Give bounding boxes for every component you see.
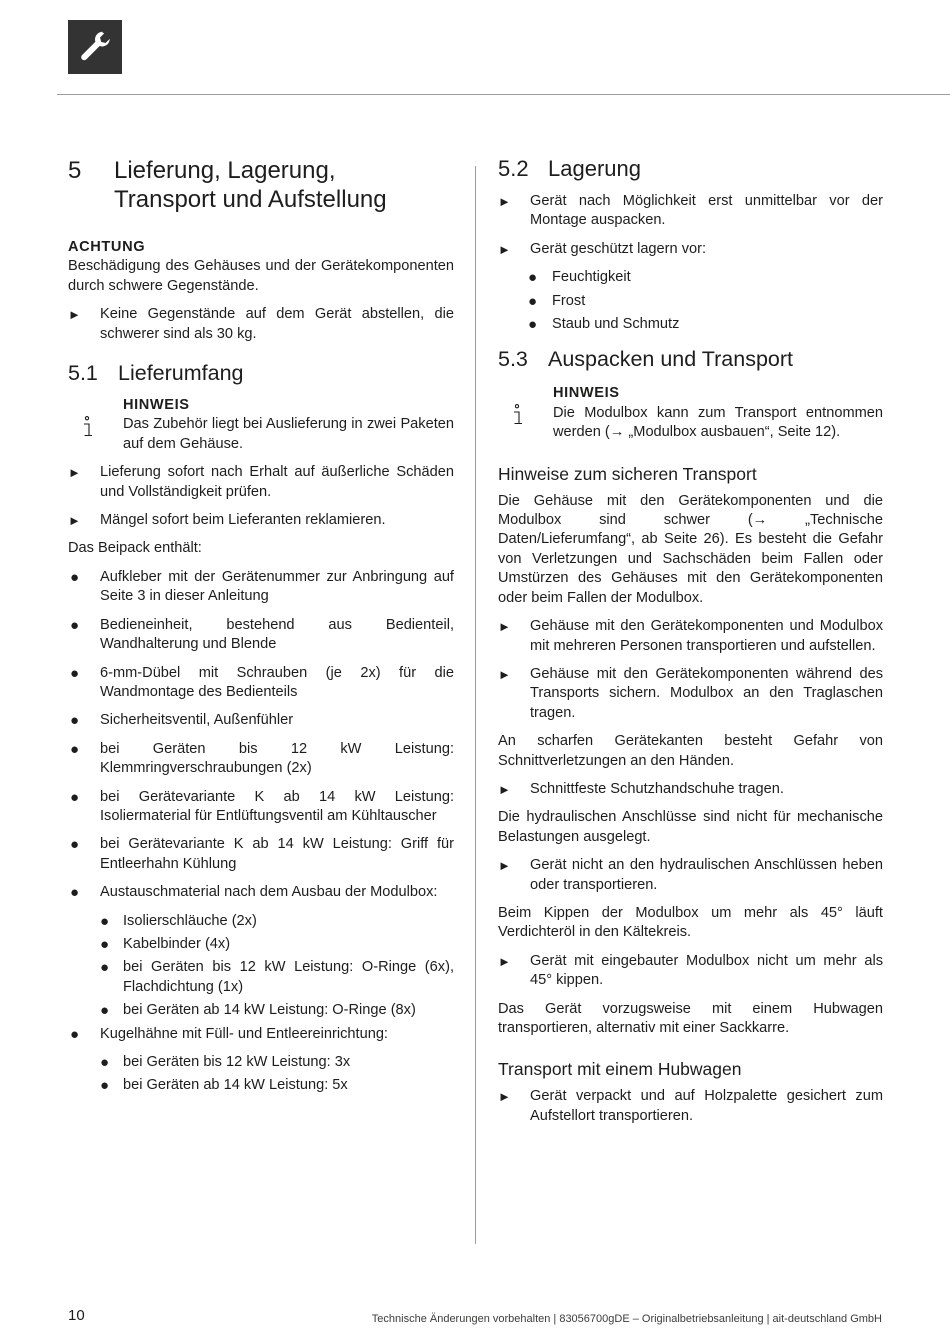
arrow-right-icon: ►	[498, 666, 511, 682]
hint-text: Das Zubehör liegt bei Auslieferung in zwei Paketen auf dem Gehäuse.	[123, 416, 454, 452]
sub-list-item: ● Feuchtigkeit	[528, 269, 631, 287]
list-item: ● bei Gerätevariante K ab 14 kW Leistung: Griff für Entleerhahn Kühlung	[68, 835, 454, 874]
action-item: ► Gerät nicht an den hydraulischen Anschlüssen heben oder transportieren.	[498, 856, 883, 895]
list-item: ● bei Gerätevariante K ab 14 kW Leistung: Isoliermaterial für Entlüftungsventil am Kühltauscher	[68, 788, 454, 827]
bullet-icon: ●	[528, 316, 538, 334]
bullet-icon: ●	[100, 1077, 110, 1095]
bullet-icon: ●	[70, 568, 80, 586]
arrow-right-icon: ►	[498, 953, 511, 969]
arrow-right-icon: ►	[498, 241, 511, 257]
section-heading-5-2: 5.2 Lagerung	[498, 156, 641, 181]
chapter-title: Lieferung, Lagerung, Transport und Aufstellung	[114, 157, 387, 213]
list-item: ● Kugelhähne mit Füll- und Entleereinrichtung:	[70, 1025, 388, 1043]
tool-icon-box	[68, 20, 122, 74]
beipack-intro: Das Beipack enthält:	[68, 540, 202, 557]
action-item: ► Schnittfeste Schutzhandschuhe tragen.	[498, 780, 883, 799]
arrow-right-icon: ►	[498, 1089, 511, 1105]
bullet-icon: ●	[70, 712, 80, 730]
bullet-icon: ●	[100, 1054, 110, 1071]
bullet-icon: ●	[100, 959, 110, 977]
action-item: ► Gerät geschützt lagern vor:	[498, 240, 883, 259]
action-item: ► Gerät mit eingebauter Modulbox nicht um mehr als 45° kippen.	[498, 952, 883, 991]
wrench-icon	[76, 28, 114, 66]
sub-list-item: ● bei Geräten ab 14 kW Leistung: 5x	[100, 1077, 348, 1095]
section-heading-5-1: 5.1 Lieferumfang	[68, 361, 244, 386]
left-column	[68, 156, 454, 1100]
arrow-right-icon: ►	[68, 307, 81, 323]
action-item: ► Gehäuse mit den Gerätekomponenten während des Transports sichern. Modulbox an den Traglaschen tragen.	[498, 665, 883, 723]
page-number: 10	[68, 1307, 85, 1324]
bullet-icon: ●	[100, 912, 110, 930]
bullet-icon: ●	[528, 269, 538, 287]
paragraph: Die hydraulischen Anschlüsse sind nicht für mechanische Belastungen ausgelegt.	[498, 809, 883, 845]
bullet-icon: ●	[70, 1025, 80, 1043]
list-item: ● Sicherheitsventil, Außenfühler	[70, 712, 294, 730]
arrow-right-icon: ►	[498, 781, 511, 797]
hint-box	[498, 384, 883, 442]
paragraph: Das Gerät vorzugsweise mit einem Hubwagen transportieren, alternativ mit einer Sackkarre.	[498, 1000, 883, 1036]
sub-list-item: ● Kabelbinder (4x)	[100, 935, 231, 953]
achtung-title: ACHTUNG	[68, 239, 146, 255]
bullet-icon: ●	[70, 836, 80, 854]
bullet-icon: ●	[70, 616, 80, 634]
subheading-sicherer-transport: Hinweise zum sicheren Transport	[498, 463, 757, 484]
bullet-icon: ●	[528, 292, 538, 310]
action-item: ► Gerät nach Möglichkeit erst unmittelbar vor der Montage auspacken.	[498, 192, 883, 231]
action-item: ► Lieferung sofort nach Erhalt auf äußerliche Schäden und Vollständigkeit prüfen.	[68, 463, 454, 502]
arrow-right-icon: ►	[68, 513, 81, 529]
hint-box	[68, 396, 454, 454]
paragraph: An scharfen Gerätekanten besteht Gefahr von Schnittverletzungen an den Händen.	[498, 733, 883, 769]
hint-title: HINWEIS	[123, 397, 190, 414]
achtung-text: Beschädigung des Gehäuses und der Gerätekomponenten durch schwere Gegenstände.	[68, 258, 454, 294]
list-item: ● Bedieneinheit, bestehend aus Bedienteil, Wandhalterung und Blende	[68, 616, 454, 655]
sub-list-item: ● bei Geräten ab 14 kW Leistung: O-Ringe (8x)	[100, 1002, 416, 1020]
sub-list-item: ● Staub und Schmutz	[528, 316, 680, 334]
sub-list-item: ● bei Geräten bis 12 kW Leistung: O-Ringe (6x), Flachdichtung (1x)	[100, 958, 454, 997]
hint-text: Die Modulbox kann zum Transport entnommen werden (→ „Modulbox ausbauen“, Seite 12).	[553, 404, 883, 441]
hint-title: HINWEIS	[553, 385, 620, 402]
bullet-icon: ●	[70, 664, 80, 682]
achtung-box	[68, 238, 454, 344]
chapter-number: 5	[68, 157, 82, 184]
bullet-icon: ●	[100, 1002, 110, 1020]
arrow-right-icon: ►	[498, 194, 511, 209]
action-item: ► Gehäuse mit den Gerätekomponenten und Modulbox mit mehreren Personen transportieren und aufstellen.	[498, 617, 883, 656]
info-icon	[68, 396, 123, 454]
paragraph: Die Gehäuse mit den Gerätekomponenten und die Modulbox sind schwer (→ „Technische Daten/Lieferumfang“, ab Seite 26). Es besteht die Gefahr von Verletzungen und Sachschäden beim Fallen oder Umstürzen des Gehäuses mit den Gerätekomponenten oder beim Fallen der Modulbox.	[498, 492, 883, 606]
action-item: ► Keine Gegenstände auf dem Gerät abstellen, die schwerer sind als 30 kg.	[68, 305, 454, 344]
header-rule	[57, 94, 950, 95]
subheading-hubwagen: Transport mit einem Hubwagen	[498, 1059, 742, 1080]
footer-text: Technische Änderungen vorbehalten | 83056700gDE – Originalbetriebsanleitung | ait-deutschland GmbH	[371, 1313, 882, 1325]
list-item: ● Aufkleber mit der Gerätenummer zur Anbringung auf Seite 3 in dieser Anleitung	[68, 568, 454, 607]
bullet-icon: ●	[100, 935, 110, 953]
info-icon	[498, 384, 553, 442]
arrow-right-icon: ►	[498, 619, 511, 635]
sub-list-item: ● Isolierschläuche (2x)	[100, 912, 257, 930]
chapter-heading	[68, 156, 454, 214]
list-item: ● bei Geräten bis 12 kW Leistung: Klemmringverschraubungen (2x)	[68, 740, 454, 779]
sub-list-item: ● bei Geräten bis 12 kW Leistung: 3x	[100, 1054, 351, 1071]
bullet-icon: ●	[70, 740, 80, 758]
bullet-icon: ●	[70, 788, 80, 806]
column-divider	[475, 166, 476, 1244]
right-column	[498, 156, 883, 1135]
arrow-right-icon: ►	[68, 465, 81, 481]
section-heading-5-3: 5.3 Auspacken und Transport	[498, 347, 794, 372]
action-item: ► Mängel sofort beim Lieferanten reklamieren.	[68, 511, 454, 530]
action-item: ► Gerät verpackt und auf Holzpalette gesichert zum Aufstellort transportieren.	[498, 1087, 883, 1126]
list-item: ● 6-mm-Dübel mit Schrauben (je 2x) für die Wandmontage des Bedienteils	[68, 664, 454, 703]
list-item: ● Austauschmaterial nach dem Ausbau der Modulbox:	[70, 884, 438, 902]
arrow-right-icon: ►	[498, 858, 511, 874]
sub-list-item: ● Frost	[528, 292, 586, 310]
bullet-icon: ●	[70, 884, 80, 902]
paragraph: Beim Kippen der Modulbox um mehr als 45° läuft Verdichteröl in den Kältekreis.	[498, 904, 883, 941]
